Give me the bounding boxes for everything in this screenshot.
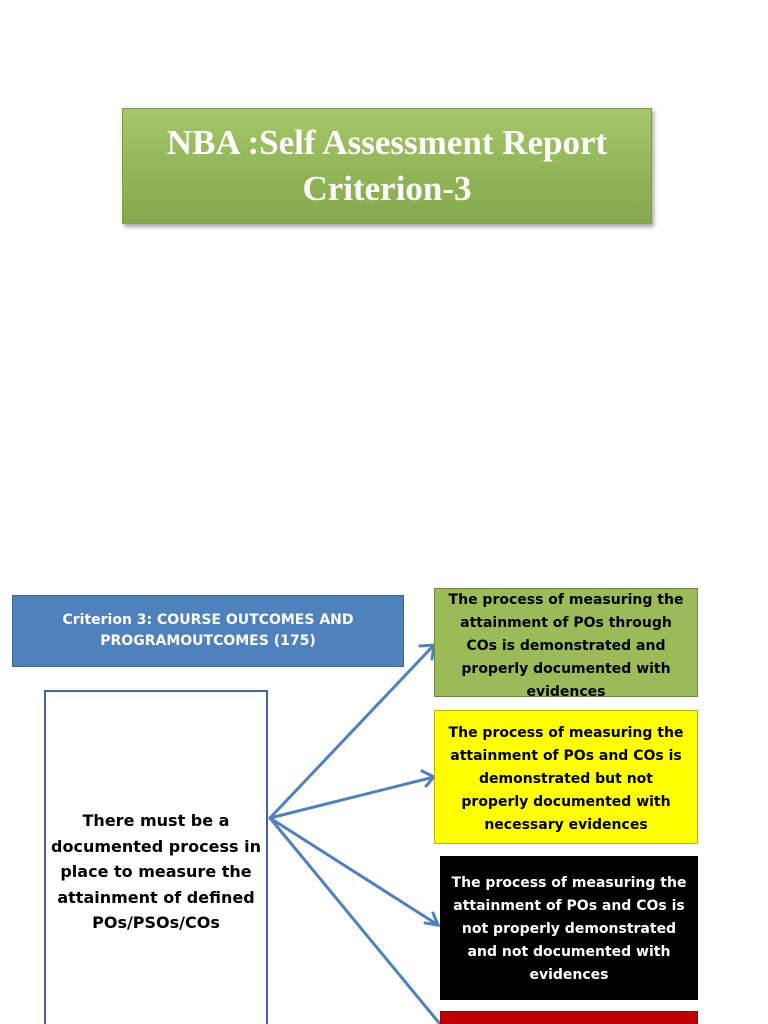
outcome-line: attainment of POs through xyxy=(460,615,672,631)
process-line: attainment of defined xyxy=(57,887,255,907)
outcome-line: The process of measuring the xyxy=(448,725,684,741)
outcome-line: not properly demonstrated xyxy=(461,921,677,937)
outcome-line: and not documented with xyxy=(467,944,671,960)
title-banner xyxy=(122,108,652,224)
outcome-line: COs is demonstrated and xyxy=(466,638,666,654)
process-line: place to measure the xyxy=(60,862,252,881)
arrow-to-green xyxy=(270,645,434,818)
outcome-line: attainment of POs and COs is xyxy=(450,748,682,764)
outcome-box-demonstrated-not-documented xyxy=(434,710,698,844)
arrow-to-yellow xyxy=(270,777,434,818)
arrowhead-green xyxy=(420,645,434,659)
criterion-line-1: Criterion 3: COURSE OUTCOMES AND xyxy=(62,612,354,628)
outcome-line: properly documented with xyxy=(461,661,671,677)
arrowhead-black xyxy=(425,913,438,925)
outcome-line: necessary evidences xyxy=(484,817,648,833)
arrowhead-yellow xyxy=(422,771,434,786)
arrow-to-black xyxy=(270,818,438,925)
process-line: POs/PSOs/COs xyxy=(92,913,220,932)
outcome-box-not-demonstrated xyxy=(440,856,698,1000)
outcome-line: evidences xyxy=(526,684,606,700)
outcome-line: demonstrated but not xyxy=(479,771,653,787)
outcome-box-demonstrated-documented xyxy=(434,588,698,700)
outcome-line: The process of measuring the xyxy=(448,592,684,608)
title-line-2: Criterion-3 xyxy=(302,169,472,208)
criterion-heading-box xyxy=(12,595,404,667)
outcome-line: The process of measuring the xyxy=(451,875,687,891)
criterion-line-2: PROGRAMOUTCOMES (175) xyxy=(100,633,316,649)
title-line-1: NBA :Self Assessment Report xyxy=(166,123,608,162)
outcome-box-red-partial xyxy=(440,1011,698,1024)
outcome-line: properly documented with xyxy=(461,794,671,810)
arrow-to-red xyxy=(270,818,440,1024)
process-requirement-text xyxy=(44,808,268,936)
process-line: documented process in xyxy=(51,836,261,856)
outcome-line: attainment of POs and COs is xyxy=(453,898,685,914)
process-line: There must be a xyxy=(82,811,230,830)
outcome-line: evidences xyxy=(529,967,609,983)
